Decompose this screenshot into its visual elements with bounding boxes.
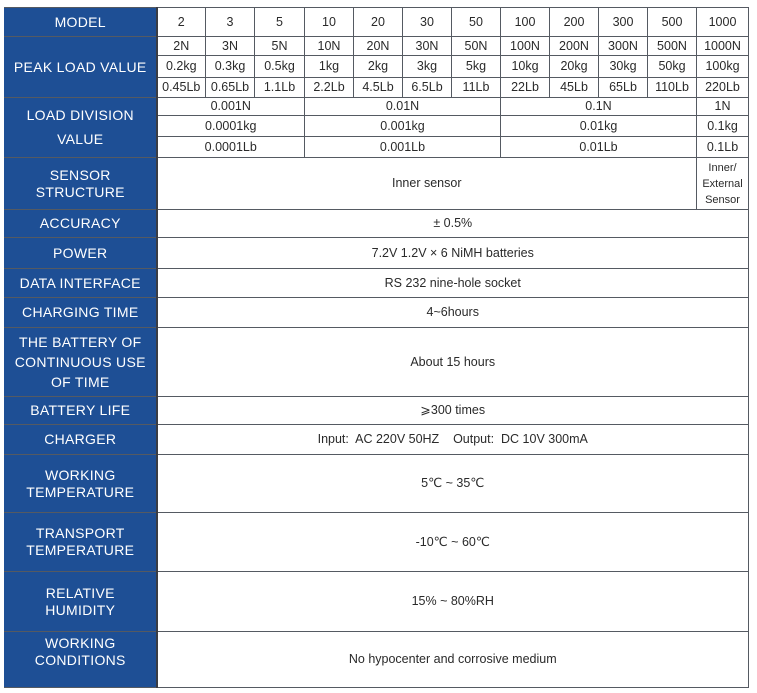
peak-load-kg-cell: 5kg: [452, 56, 501, 78]
load-division-kg-cell: 0.01kg: [501, 116, 697, 137]
model-label: MODEL: [5, 8, 157, 37]
sensor-alt-line2: External: [702, 177, 743, 190]
peak-load-newton-cell: 10N: [305, 37, 354, 56]
sensor-structure-alt-value: [697, 158, 749, 210]
charging-time-row: [5, 298, 749, 328]
battery-continuous-label-line3: OF TIME: [50, 373, 110, 390]
peak-load-newton-cell: 30N: [403, 37, 452, 56]
working-temperature-row: [5, 455, 749, 513]
battery-life-row: [5, 397, 749, 425]
working-conditions-value: No hypocenter and corrosive medium: [157, 632, 749, 688]
power-value: 7.2V 1.2V × 6 NiMH batteries: [157, 238, 749, 269]
peak-load-lb-cell: 11Lb: [452, 78, 501, 98]
transport-temperature-row: [5, 513, 749, 572]
peak-load-lb-cell: 110Lb: [648, 78, 697, 98]
peak-load-kg-cell: 0.5kg: [255, 56, 305, 78]
peak-load-kg-cell: 50kg: [648, 56, 697, 78]
peak-load-newton-cell: 3N: [206, 37, 255, 56]
load-division-newton-cell: 1N: [697, 98, 749, 116]
peak-load-lb-cell: 22Lb: [501, 78, 550, 98]
peak-load-lb-cell: 65Lb: [599, 78, 648, 98]
sensor-structure-label: SENSOR STRUCTURE: [5, 158, 157, 210]
sensor-alt-line3: Sensor: [705, 193, 740, 206]
load-division-label-line2: VALUE: [57, 131, 104, 147]
working-conditions-label-line2: CONDITIONS: [34, 652, 126, 668]
peak-load-lb-cell: 220Lb: [697, 78, 749, 98]
load-division-label-line1: LOAD DIVISION: [26, 107, 134, 123]
transport-temperature-label: [5, 513, 157, 572]
working-temperature-value: 5℃ ~ 35℃: [157, 455, 749, 513]
relative-humidity-label-line2: HUMIDITY: [45, 601, 116, 618]
peak-load-lb-cell: 1.1Lb: [255, 78, 305, 98]
working-temperature-label-line2: TEMPERATURE: [26, 483, 135, 500]
load-division-newton-cell: 0.01N: [305, 98, 501, 116]
charging-time-label: CHARGING TIME: [5, 298, 157, 328]
battery-continuous-label: [5, 328, 157, 397]
working-conditions-row: [5, 632, 749, 688]
model-value: 5: [255, 8, 305, 37]
model-value: 3: [206, 8, 255, 37]
model-row: [5, 8, 749, 37]
peak-load-newton-cell: 5N: [255, 37, 305, 56]
relative-humidity-label-line1: RELATIVE: [45, 584, 115, 601]
working-temperature-label: [5, 455, 157, 513]
charger-label: CHARGER: [5, 425, 157, 455]
peak-load-lb-cell: 45Lb: [550, 78, 599, 98]
working-conditions-label: [5, 632, 157, 688]
load-division-newton-cell: 0.001N: [157, 98, 305, 116]
peak-load-newton-cell: 20N: [354, 37, 403, 56]
spec-table: [4, 7, 749, 688]
load-division-lb-cell: 0.001Lb: [305, 137, 501, 158]
data-interface-value: RS 232 nine-hole socket: [157, 269, 749, 298]
model-value: 2: [157, 8, 206, 37]
load-division-lb-cell: 0.01Lb: [501, 137, 697, 158]
relative-humidity-row: [5, 572, 749, 632]
peak-load-kg-cell: 0.3kg: [206, 56, 255, 78]
model-value: 30: [403, 8, 452, 37]
model-value: 300: [599, 8, 648, 37]
peak-load-kg-cell: 1kg: [305, 56, 354, 78]
battery-continuous-label-line1: THE BATTERY OF: [19, 333, 142, 350]
peak-load-kg-cell: 2kg: [354, 56, 403, 78]
model-value: 500: [648, 8, 697, 37]
battery-continuous-row: [5, 328, 749, 397]
accuracy-row: [5, 210, 749, 238]
power-row: [5, 238, 749, 269]
peak-load-newton-cell: 200N: [550, 37, 599, 56]
peak-load-newton-row: [5, 37, 749, 56]
transport-temperature-label-line2: TEMPERATURE: [26, 542, 135, 558]
peak-load-kg-cell: 0.2kg: [157, 56, 206, 78]
peak-load-newton-cell: 50N: [452, 37, 501, 56]
load-division-kg-cell: 0.1kg: [697, 116, 749, 137]
peak-load-kg-cell: 30kg: [599, 56, 648, 78]
load-division-label: [5, 98, 157, 158]
peak-load-kg-cell: 20kg: [550, 56, 599, 78]
peak-load-lb-cell: 0.45Lb: [157, 78, 206, 98]
relative-humidity-label: [5, 572, 157, 632]
load-division-lb-cell: 0.1Lb: [697, 137, 749, 158]
accuracy-label: ACCURACY: [5, 210, 157, 238]
battery-continuous-value: About 15 hours: [157, 328, 749, 397]
peak-load-newton-cell: 2N: [157, 37, 206, 56]
battery-life-label: BATTERY LIFE: [5, 397, 157, 425]
model-value: 100: [501, 8, 550, 37]
battery-continuous-label-line2: CONTINUOUS USE: [14, 353, 146, 370]
load-division-lb-cell: 0.0001Lb: [157, 137, 305, 158]
sensor-structure-value: Inner sensor: [157, 158, 697, 210]
power-label: POWER: [5, 238, 157, 269]
peak-load-lb-cell: 6.5Lb: [403, 78, 452, 98]
working-conditions-label-line1: WORKING: [44, 635, 116, 651]
model-value: 50: [452, 8, 501, 37]
peak-load-kg-cell: 3kg: [403, 56, 452, 78]
peak-load-newton-cell: 100N: [501, 37, 550, 56]
peak-load-label: PEAK LOAD VALUE: [5, 37, 157, 98]
peak-load-kg-cell: 100kg: [697, 56, 749, 78]
peak-load-newton-cell: 500N: [648, 37, 697, 56]
accuracy-value: ± 0.5%: [157, 210, 749, 238]
load-division-newton-cell: 0.1N: [501, 98, 697, 116]
battery-life-value: ⩾300 times: [157, 397, 749, 425]
model-value: 10: [305, 8, 354, 37]
charging-time-value: 4~6hours: [157, 298, 749, 328]
model-value: 1000: [697, 8, 749, 37]
peak-load-newton-cell: 300N: [599, 37, 648, 56]
sensor-structure-row: [5, 158, 749, 210]
charger-row: [5, 425, 749, 455]
load-division-newton-row: [5, 98, 749, 116]
transport-temperature-label-line1: TRANSPORT: [35, 525, 125, 541]
peak-load-lb-cell: 0.65Lb: [206, 78, 255, 98]
charger-value: Input: AC 220V 50HZ Output: DC 10V 300mA: [157, 425, 749, 455]
load-division-kg-cell: 0.0001kg: [157, 116, 305, 137]
model-value: 200: [550, 8, 599, 37]
model-value: 20: [354, 8, 403, 37]
load-division-kg-cell: 0.001kg: [305, 116, 501, 137]
peak-load-lb-cell: 4.5Lb: [354, 78, 403, 98]
sensor-alt-line1: Inner/: [708, 161, 737, 174]
transport-temperature-value: -10℃ ~ 60℃: [157, 513, 749, 572]
working-temperature-label-line1: WORKING: [44, 466, 116, 483]
relative-humidity-value: 15% ~ 80%RH: [157, 572, 749, 632]
peak-load-lb-cell: 2.2Lb: [305, 78, 354, 98]
data-interface-label: DATA INTERFACE: [5, 269, 157, 298]
peak-load-newton-cell: 1000N: [697, 37, 749, 56]
data-interface-row: [5, 269, 749, 298]
peak-load-kg-cell: 10kg: [501, 56, 550, 78]
